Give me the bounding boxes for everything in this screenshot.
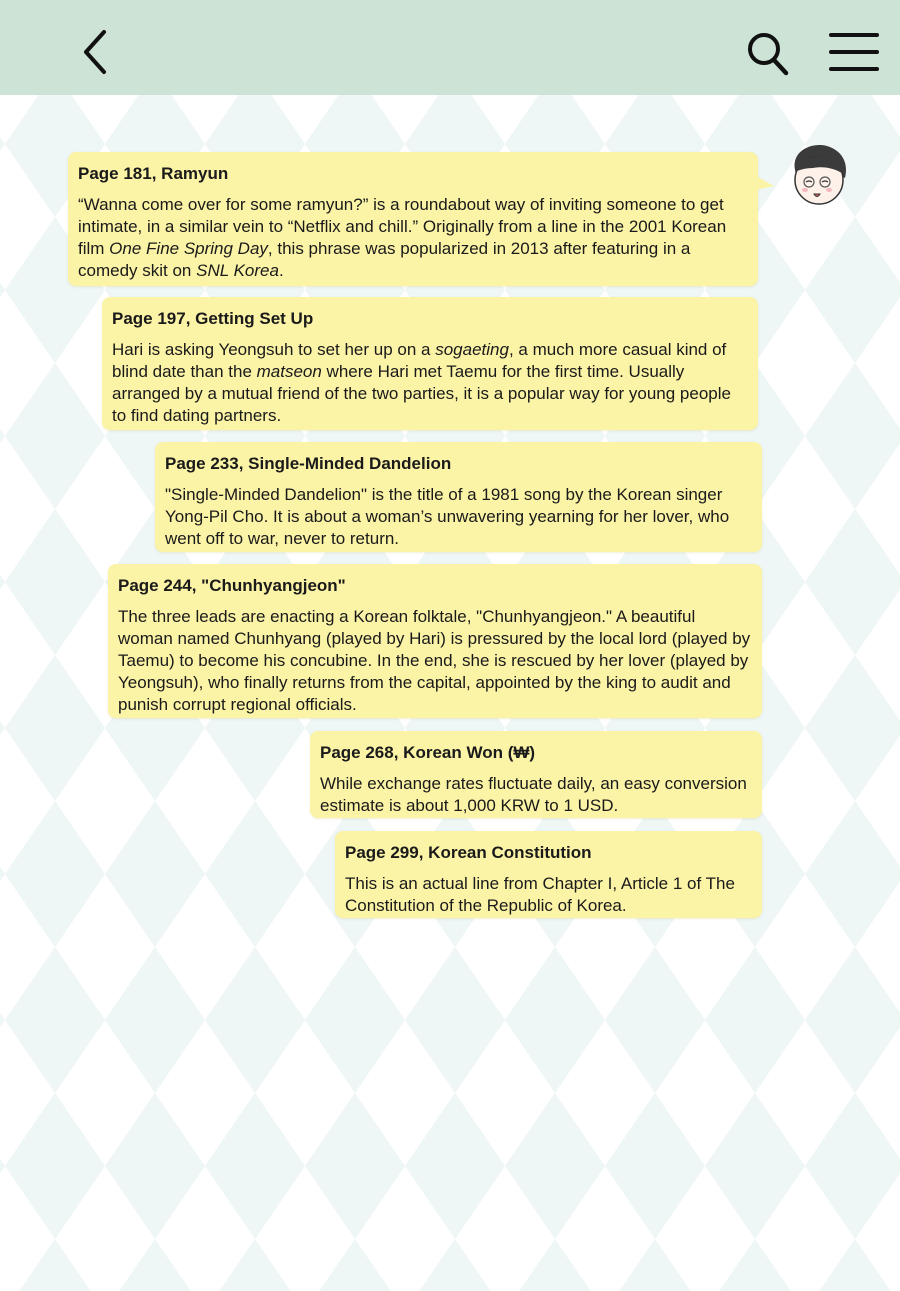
search-button[interactable] [744, 30, 792, 76]
note-body [165, 484, 752, 550]
note-title: Page 244, "Chunhyangjeon" [118, 576, 346, 595]
note-text: Hari is asking Yeongsuh to set her up on a [112, 340, 436, 359]
note-bubble [155, 442, 762, 552]
note-text: “Wanna come over for some ramyun?” is a roundabout way of inviting someone to get intimate, in a similar vein to “Netflix and chill.” Originally from a line in the 2001 Korean film [78, 195, 727, 258]
italic-title: One Fine Spring Day [109, 239, 268, 258]
note-title: Page 299, Korean Constitution [345, 843, 592, 862]
note-bubble [108, 564, 762, 718]
note-text: This is an actual line from Chapter I, Article 1 of The Constitution of the Republic of Korea. [345, 874, 735, 915]
note-body [78, 194, 748, 282]
back-button[interactable] [78, 28, 118, 76]
note-body [118, 606, 752, 716]
note-bubble [335, 831, 762, 918]
menu-button[interactable] [828, 32, 880, 72]
note-text: where Hari met Taemu for the first time. Usually arranged by a mutual friend of the two parties, it is a popular way for young people to find dating partners. [112, 362, 731, 425]
italic-title: SNL Korea [196, 261, 279, 280]
top-bar [0, 0, 900, 95]
hamburger-menu-icon [828, 32, 880, 72]
note-title: Page 233, Single-Minded Dandelion [165, 454, 452, 473]
note-body [112, 339, 748, 427]
note-body [320, 773, 752, 817]
note-body [345, 873, 752, 917]
bubble-tail [756, 176, 774, 190]
note-title: Page 268, Korean Won (₩) [320, 743, 536, 762]
note-bubble [68, 152, 758, 286]
note-title: Page 197, Getting Set Up [112, 309, 314, 328]
note-text: The three leads are enacting a Korean folktale, "Chunhyangjeon." A beautiful woman named Chunhyang (played by Hari) is pressured by the local lord (played by Taemu) to become his concubine. In the end, she is rescued by her lover (played by Yeongsuh), who finally returns from the capital, appointed by the king to audit and punish corrupt regional officials. [118, 607, 751, 714]
note-text: "Single-Minded Dandelion" is the title of a 1981 song by the Korean singer Yong-Pil Cho. It is about a woman’s unwavering yearning for her lover, who went off to war, never to return. [165, 485, 730, 548]
note-bubble [102, 297, 758, 430]
note-text: . [278, 261, 284, 280]
note-text: , this phrase was popularized in 2013 after featuring in a comedy skit on [78, 239, 691, 280]
italic-title: matseon [256, 362, 322, 381]
note-title: Page 181, Ramyun [78, 164, 229, 183]
note-text: , a much more casual kind of blind date than the [112, 340, 727, 381]
character-avatar [783, 140, 853, 208]
note-text: While exchange rates fluctuate daily, an easy conversion estimate is about 1,000 KRW to 1 USD. [320, 774, 747, 815]
chevron-left-icon [78, 28, 118, 76]
search-icon [744, 30, 792, 76]
note-bubble [310, 731, 762, 818]
italic-title: sogaeting [435, 340, 509, 359]
